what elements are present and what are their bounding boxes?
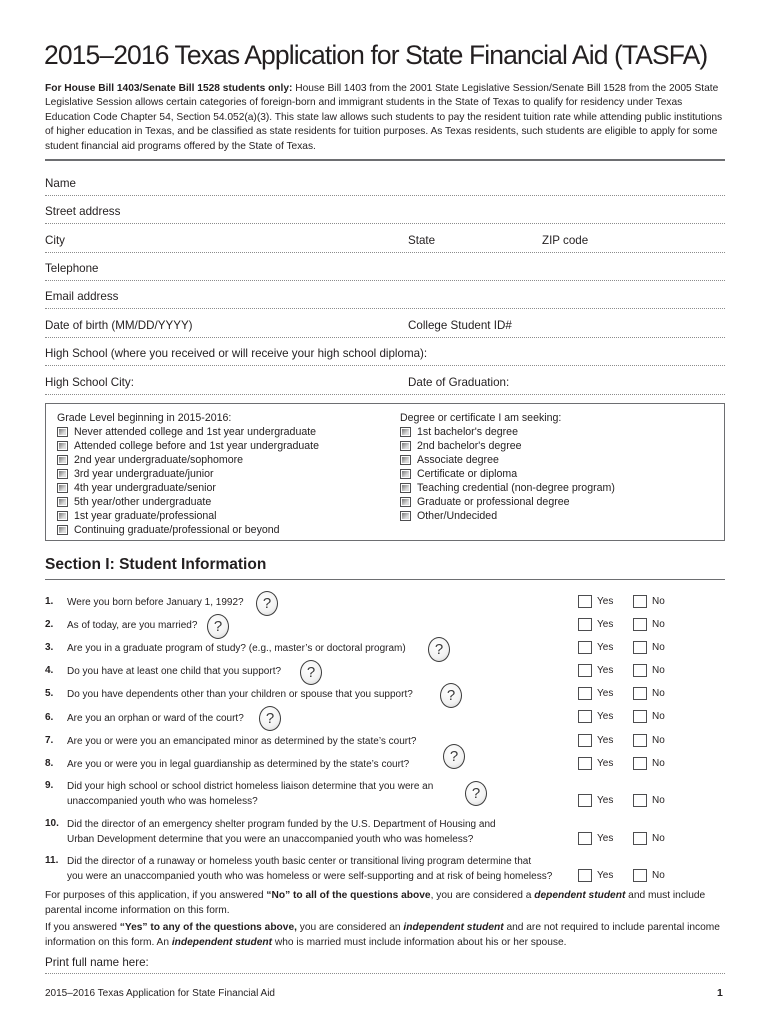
no-option[interactable]: No	[633, 687, 665, 700]
question-text-line2: Urban Development determine that you were an unaccompanied youth who was homeless?	[67, 834, 474, 845]
yes-option[interactable]: Yes	[578, 734, 613, 747]
question-number: 7.	[45, 735, 54, 746]
grade-option[interactable]: Attended college before and 1st year undergraduate	[57, 439, 319, 453]
yes-checkbox[interactable]	[578, 664, 592, 677]
section-title: Section I: Student Information	[45, 556, 267, 573]
yes-checkbox[interactable]	[578, 832, 592, 845]
question-text: Are you an orphan or ward of the court?	[67, 713, 244, 724]
question-text: Did the director of a runaway or homeless youth basic center or transitional living program determine that	[67, 856, 532, 867]
hs-city-graduation-field[interactable]	[45, 394, 725, 395]
yes-option[interactable]: Yes	[578, 641, 613, 654]
help-icon[interactable]: ?	[259, 706, 281, 731]
help-icon[interactable]: ?	[440, 683, 462, 708]
no-option[interactable]: No	[633, 734, 665, 747]
no-checkbox[interactable]	[633, 641, 647, 654]
yes-option[interactable]: Yes	[578, 757, 613, 770]
intro-bold: For House Bill 1403/Senate Bill 1528 students only:	[45, 83, 293, 94]
question-text-line2: unaccompanied youth who was homeless?	[67, 796, 258, 807]
telephone-field[interactable]	[45, 280, 725, 281]
no-checkbox[interactable]	[633, 757, 647, 770]
city-label: City	[45, 234, 65, 247]
degree-option[interactable]: 1st bachelor's degree	[400, 425, 615, 439]
street-label: Street address	[45, 205, 121, 218]
yes-checkbox[interactable]	[578, 641, 592, 654]
yes-checkbox[interactable]	[578, 687, 592, 700]
grade-level-heading: Grade Level beginning in 2015-2016:	[57, 412, 232, 424]
print-name-label: Print full name here:	[45, 956, 149, 969]
yes-option[interactable]: Yes	[578, 794, 613, 807]
question-number: 4.	[45, 665, 54, 676]
checkbox[interactable]	[400, 511, 411, 521]
no-checkbox[interactable]	[633, 687, 647, 700]
state-label: State	[408, 234, 436, 247]
no-checkbox[interactable]	[633, 832, 647, 845]
yes-checkbox[interactable]	[578, 618, 592, 631]
checkbox[interactable]	[57, 497, 68, 507]
question-text-line2: you were an unaccompanied youth who was homeless or were self-supporting and at risk of being homeless?	[67, 871, 553, 882]
yes-option[interactable]: Yes	[578, 710, 613, 723]
dob-label: Date of birth (MM/DD/YYYY)	[45, 319, 193, 332]
question-number: 8.	[45, 758, 54, 769]
checkbox[interactable]	[57, 455, 68, 465]
question-text: Were you born before January 1, 1992?	[67, 597, 244, 608]
college-id-label: College Student ID#	[408, 319, 512, 332]
print-name-field[interactable]	[45, 973, 725, 974]
checkbox[interactable]	[57, 441, 68, 451]
name-label: Name	[45, 177, 76, 190]
no-checkbox[interactable]	[633, 794, 647, 807]
degree-option[interactable]: Other/Undecided	[400, 509, 615, 523]
city-state-zip-field[interactable]	[45, 252, 725, 253]
header-divider	[45, 159, 725, 161]
no-option[interactable]: No	[633, 618, 665, 631]
question-number: 5.	[45, 688, 54, 699]
degree-option[interactable]: 2nd bachelor's degree	[400, 439, 615, 453]
question-text: Are you or were you an emancipated minor as determined by the state’s court?	[67, 736, 417, 747]
name-field[interactable]	[45, 195, 725, 196]
intro-paragraph	[45, 82, 729, 154]
yes-option[interactable]: Yes	[578, 869, 613, 882]
footer-title: 2015–2016 Texas Application for State Financial Aid	[45, 988, 275, 999]
no-checkbox[interactable]	[633, 664, 647, 677]
degree-option[interactable]: Certificate or diploma	[400, 467, 615, 481]
yes-option[interactable]: Yes	[578, 664, 613, 677]
email-label: Email address	[45, 290, 119, 303]
yes-checkbox[interactable]	[578, 734, 592, 747]
grade-option[interactable]: Continuing graduate/professional or beyond	[57, 523, 319, 537]
no-option[interactable]: No	[633, 757, 665, 770]
question-number: 3.	[45, 642, 54, 653]
question-text: Did your high school or school district homeless liaison determine that you were an	[67, 781, 434, 792]
grade-option[interactable]: 4th year undergraduate/senior	[57, 481, 319, 495]
telephone-label: Telephone	[45, 262, 99, 275]
yes-option[interactable]: Yes	[578, 618, 613, 631]
no-option[interactable]: No	[633, 641, 665, 654]
grade-option[interactable]: 3rd year undergraduate/junior	[57, 467, 319, 481]
help-icon[interactable]: ?	[443, 744, 465, 769]
zip-label: ZIP code	[542, 234, 589, 247]
yes-checkbox[interactable]	[578, 595, 592, 608]
checkbox[interactable]	[57, 525, 68, 535]
graduation-label: Date of Graduation:	[408, 376, 510, 389]
page-number: 1	[717, 987, 723, 999]
question-number: 1.	[45, 596, 54, 607]
question-text: Are you in a graduate program of study? (e.g., master’s or doctoral program)	[67, 643, 406, 654]
high-school-field[interactable]	[45, 365, 725, 366]
no-option[interactable]: No	[633, 832, 665, 845]
yes-checkbox[interactable]	[578, 710, 592, 723]
help-icon[interactable]: ?	[256, 591, 278, 616]
question-text: Do you have at least one child that you support?	[67, 666, 282, 677]
intro-text: House Bill 1403 from the 2001 State Legislative Session/Senate Bill 1528 from the 2005 State Legislative Session allows certain categories of foreign-born and immigrant students in the State of Texas to qualify for residency under Texas Education Code Chapter 54, Section 54.052(a)(3). This state law allows such students to pay the resident tuition rate while attending public institutions of higher education in Texas, and be classified as state residents for tuition purposes. As Texas residents, such students are eligible to apply for some student financial aid programs offered by the State of Texas.	[45, 83, 723, 152]
checkbox[interactable]	[400, 427, 411, 437]
dob-college-id-field[interactable]	[45, 337, 725, 338]
no-option[interactable]: No	[633, 664, 665, 677]
question-text: Did the director of an emergency shelter program funded by the U.S. Department of Housing and	[67, 819, 496, 830]
no-option[interactable]: No	[633, 869, 665, 882]
independent-paragraph: If you answered “Yes” to any of the questions above, you are considered an independent student and are not required to include parental income information on this form. An independent student who is married must include information about his or her spouse.	[45, 922, 720, 948]
question-text: As of today, are you married?	[67, 620, 198, 631]
question-number: 6.	[45, 712, 54, 723]
question-text: Are you or were you in legal guardianship as determined by the state’s court?	[67, 759, 410, 770]
help-icon[interactable]: ?	[465, 781, 487, 806]
yes-checkbox[interactable]	[578, 794, 592, 807]
yes-option[interactable]: Yes	[578, 687, 613, 700]
no-option[interactable]: No	[633, 710, 665, 723]
grade-option[interactable]: 5th year/other undergraduate	[57, 495, 319, 509]
checkbox[interactable]	[57, 511, 68, 521]
street-field[interactable]	[45, 223, 725, 224]
help-icon[interactable]: ?	[207, 614, 229, 639]
degree-option[interactable]: Associate degree	[400, 453, 615, 467]
checkbox[interactable]	[400, 483, 411, 493]
no-checkbox[interactable]	[633, 618, 647, 631]
checkbox[interactable]	[400, 441, 411, 451]
question-number: 10.	[45, 818, 59, 829]
no-option[interactable]: No	[633, 794, 665, 807]
checkbox[interactable]	[400, 455, 411, 465]
no-option[interactable]: No	[633, 595, 665, 608]
degree-option[interactable]: Graduate or professional degree	[400, 495, 615, 509]
checkbox[interactable]	[400, 497, 411, 507]
question-number: 9.	[45, 780, 54, 791]
no-checkbox[interactable]	[633, 734, 647, 747]
help-icon[interactable]: ?	[300, 660, 322, 685]
yes-checkbox[interactable]	[578, 757, 592, 770]
yes-checkbox[interactable]	[578, 869, 592, 882]
degree-heading: Degree or certificate I am seeking:	[400, 412, 562, 424]
dependent-paragraph: For purposes of this application, if you answered “No” to all of the questions above, you are considered a dependent student and must include parental income information on this form.	[45, 890, 706, 916]
high-school-label: High School (where you received or will receive your high school diploma):	[45, 347, 428, 360]
grade-option[interactable]: 2nd year undergraduate/sophomore	[57, 453, 319, 467]
hs-city-label: High School City:	[45, 376, 134, 389]
grade-option[interactable]: Never attended college and 1st year undergraduate	[57, 425, 319, 439]
grade-level-group	[57, 411, 319, 537]
checkbox[interactable]	[57, 427, 68, 437]
grade-option[interactable]: 1st year graduate/professional	[57, 509, 319, 523]
yes-option[interactable]: Yes	[578, 595, 613, 608]
question-number: 2.	[45, 619, 54, 630]
yes-option[interactable]: Yes	[578, 832, 613, 845]
email-field[interactable]	[45, 308, 725, 309]
question-text: Do you have dependents other than your children or spouse that you support?	[67, 689, 413, 700]
no-checkbox[interactable]	[633, 595, 647, 608]
question-number: 11.	[45, 855, 59, 866]
no-checkbox[interactable]	[633, 869, 647, 882]
section-divider	[45, 579, 725, 580]
no-checkbox[interactable]	[633, 710, 647, 723]
degree-option[interactable]: Teaching credential (non-degree program)	[400, 481, 615, 495]
checkbox[interactable]	[400, 469, 411, 479]
checkbox[interactable]	[57, 483, 68, 493]
help-icon[interactable]: ?	[428, 637, 450, 662]
degree-group	[400, 411, 615, 523]
page-title: 2015–2016 Texas Application for State Financial Aid (TASFA)	[44, 40, 708, 70]
checkbox[interactable]	[57, 469, 68, 479]
